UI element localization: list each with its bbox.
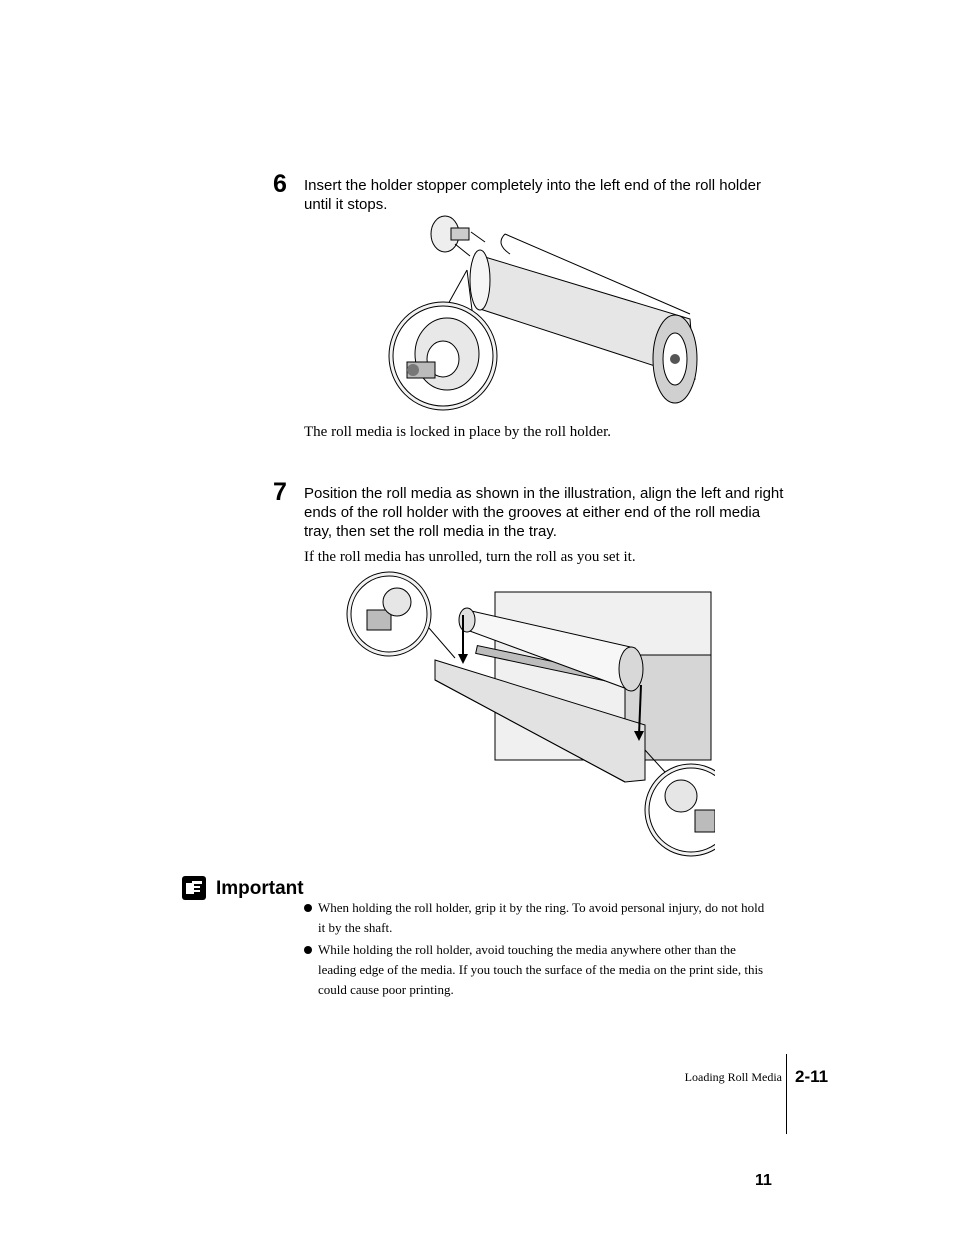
step-7-note: If the roll media has unrolled, turn the roll as you set it. — [304, 549, 636, 565]
step-7-number: 7 — [273, 478, 287, 506]
roll-media-tray-illustration — [345, 570, 715, 862]
step-6-instruction: Insert the holder stopper completely into the left end of the roll holder until it stops. — [304, 177, 761, 213]
bullet-icon — [304, 904, 312, 912]
footer-section-title: Loading Roll Media — [684, 1070, 782, 1084]
footer-divider — [786, 1054, 787, 1134]
bullet-icon — [304, 946, 312, 954]
hand-pointing-icon — [182, 876, 206, 900]
step-6-number: 6 — [273, 170, 287, 198]
page-number: 11 — [755, 1172, 772, 1189]
list-item — [304, 898, 774, 938]
important-list — [304, 898, 774, 1002]
footer-page-ref: 2-11 — [795, 1067, 829, 1086]
roll-holder-stopper-illustration — [385, 214, 705, 414]
step-6-note: The roll media is locked in place by the roll holder. — [304, 424, 611, 440]
important-heading: Important — [216, 878, 304, 899]
list-item — [304, 940, 774, 1000]
bullet-text: When holding the roll holder, grip it by the ring. To avoid personal injury, do not hold it by the shaft. — [318, 900, 765, 935]
bullet-text: While holding the roll holder, avoid touching the media anywhere other than the leading edge of the media. If you touch the surface of the media on the print side, this could cause poor printing. — [318, 942, 764, 997]
step-7-instruction: Position the roll media as shown in the illustration, align the left and right ends of the roll holder with the grooves at either end of the roll media tray, then set the roll media in the tray. — [304, 485, 784, 540]
